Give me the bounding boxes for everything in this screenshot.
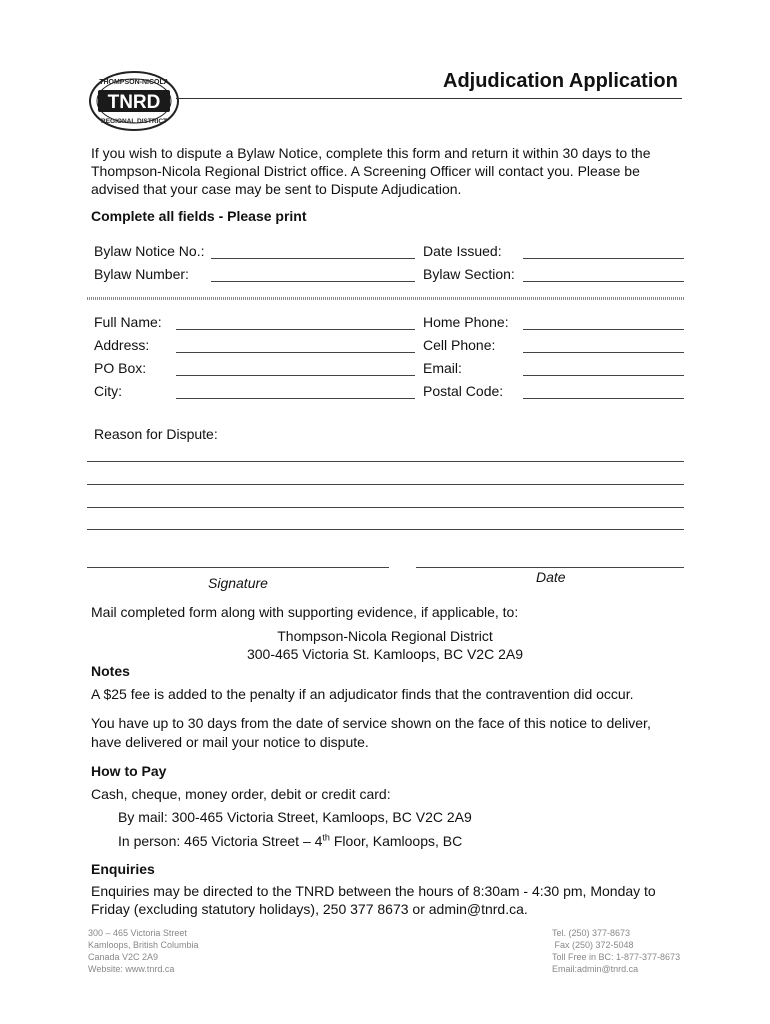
bylaw-notice-label: Bylaw Notice No.: — [94, 243, 205, 259]
footer-right-line: Fax (250) 372-5048 — [552, 940, 634, 950]
footer-left-line: Website: www.tnrd.ca — [88, 964, 175, 974]
tnrd-logo — [88, 70, 180, 132]
notes-heading: Notes — [91, 663, 130, 679]
pay-in-person-a: In person: 465 Victoria Street – 4 — [118, 833, 323, 849]
bylaw-number-label: Bylaw Number: — [94, 266, 189, 282]
footer-right — [552, 927, 680, 975]
address-label: Address: — [94, 337, 150, 353]
mail-address-text: 300-465 Victoria St. Kamloops, BC V2C 2A9 — [246, 646, 523, 662]
bylaw-number-input[interactable] — [211, 281, 415, 282]
reason-line-3[interactable] — [87, 507, 684, 508]
page-title: Adjudication Application — [443, 70, 678, 92]
enquiries-heading: Enquiries — [91, 861, 155, 877]
date-label: Date — [536, 569, 566, 585]
bylaw-section-label: Bylaw Section: — [423, 266, 515, 282]
logo-bottom-text: REGIONAL DISTRICT — [101, 118, 167, 125]
enquiries-line-1: Enquiries may be directed to the TNRD between the hours of 8:30am - 4:30 pm, Monday to — [91, 883, 656, 899]
city-input[interactable] — [176, 398, 415, 399]
po-box-input[interactable] — [176, 375, 415, 376]
pay-methods: Cash, cheque, money order, debit or credit card: — [91, 786, 391, 802]
city-label: City: — [94, 383, 122, 399]
footer-left-line: Kamloops, British Columbia — [88, 940, 199, 950]
address-input[interactable] — [176, 352, 415, 353]
enquiries-line-2: Friday (excluding statutory holidays), 250 377 8673 or admin@tnrd.ca. — [91, 901, 528, 917]
notes-paragraph-2-line-1: You have up to 30 days from the date of service shown on the face of this notice to deliver, — [91, 715, 651, 731]
pay-by-mail: By mail: 300-465 Victoria Street, Kamloops, BC V2C 2A9 — [118, 809, 472, 825]
email-label: Email: — [423, 360, 462, 376]
bylaw-notice-input[interactable] — [211, 258, 415, 259]
date-issued-input[interactable] — [523, 258, 684, 259]
cell-phone-label: Cell Phone: — [423, 337, 496, 353]
cell-phone-input[interactable] — [523, 352, 684, 353]
pay-heading: How to Pay — [91, 763, 167, 779]
pay-in-person — [118, 833, 462, 850]
footer-left — [88, 927, 199, 975]
reason-line-1[interactable] — [87, 461, 684, 462]
title-underline — [176, 98, 682, 99]
mail-org — [0, 628, 770, 645]
instructions: Complete all fields - Please print — [91, 208, 307, 224]
logo-top-text: THOMPSON-NICOLA — [99, 79, 169, 86]
intro-paragraph: If you wish to dispute a Bylaw Notice, complete this form and return it within 30 days to the Thompson-Nicola Regional District office. A Screening Officer will contact you. Please be advised that your case may be sent to Dispute Adjudication. — [91, 145, 651, 197]
pay-in-person-b: Floor, Kamloops, BC — [329, 833, 463, 849]
date-issued-label: Date Issued: — [423, 243, 502, 259]
po-box-label: PO Box: — [94, 360, 147, 376]
footer-right-line: Tel. (250) 377-8673 — [552, 928, 631, 938]
reason-line-4[interactable] — [87, 529, 684, 530]
reason-label: Reason for Dispute: — [94, 426, 218, 442]
footer-left-line: Canada V2C 2A9 — [88, 952, 159, 962]
date-input[interactable] — [416, 567, 684, 568]
reason-line-2[interactable] — [87, 484, 684, 485]
full-name-label: Full Name: — [94, 314, 162, 330]
section-divider — [87, 297, 684, 300]
signature-input[interactable] — [87, 567, 389, 568]
footer-right-line: Email:admin@tnrd.ca — [552, 964, 639, 974]
logo-mid-text: TNRD — [107, 92, 161, 113]
mail-org-text: Thompson-Nicola Regional District — [277, 628, 493, 644]
home-phone-input[interactable] — [523, 329, 684, 330]
signature-label: Signature — [208, 575, 268, 591]
email-input[interactable] — [523, 375, 684, 376]
notes-paragraph-2-line-2: have delivered or mail your notice to dispute. — [91, 734, 369, 750]
notes-paragraph-1: A $25 fee is added to the penalty if an adjudicator finds that the contravention did occur. — [91, 686, 634, 702]
postal-code-label: Postal Code: — [423, 383, 504, 399]
mail-address — [0, 646, 770, 663]
footer-left-line: 300 – 465 Victoria Street — [88, 928, 187, 938]
pay-in-person-sup: th — [322, 832, 330, 843]
footer-right-line: Toll Free in BC: 1-877-377-8673 — [552, 952, 681, 962]
full-name-input[interactable] — [176, 329, 415, 330]
home-phone-label: Home Phone: — [423, 314, 509, 330]
bylaw-section-input[interactable] — [523, 281, 684, 282]
postal-code-input[interactable] — [523, 398, 684, 399]
mail-instructions: Mail completed form along with supporting evidence, if applicable, to: — [91, 604, 519, 620]
